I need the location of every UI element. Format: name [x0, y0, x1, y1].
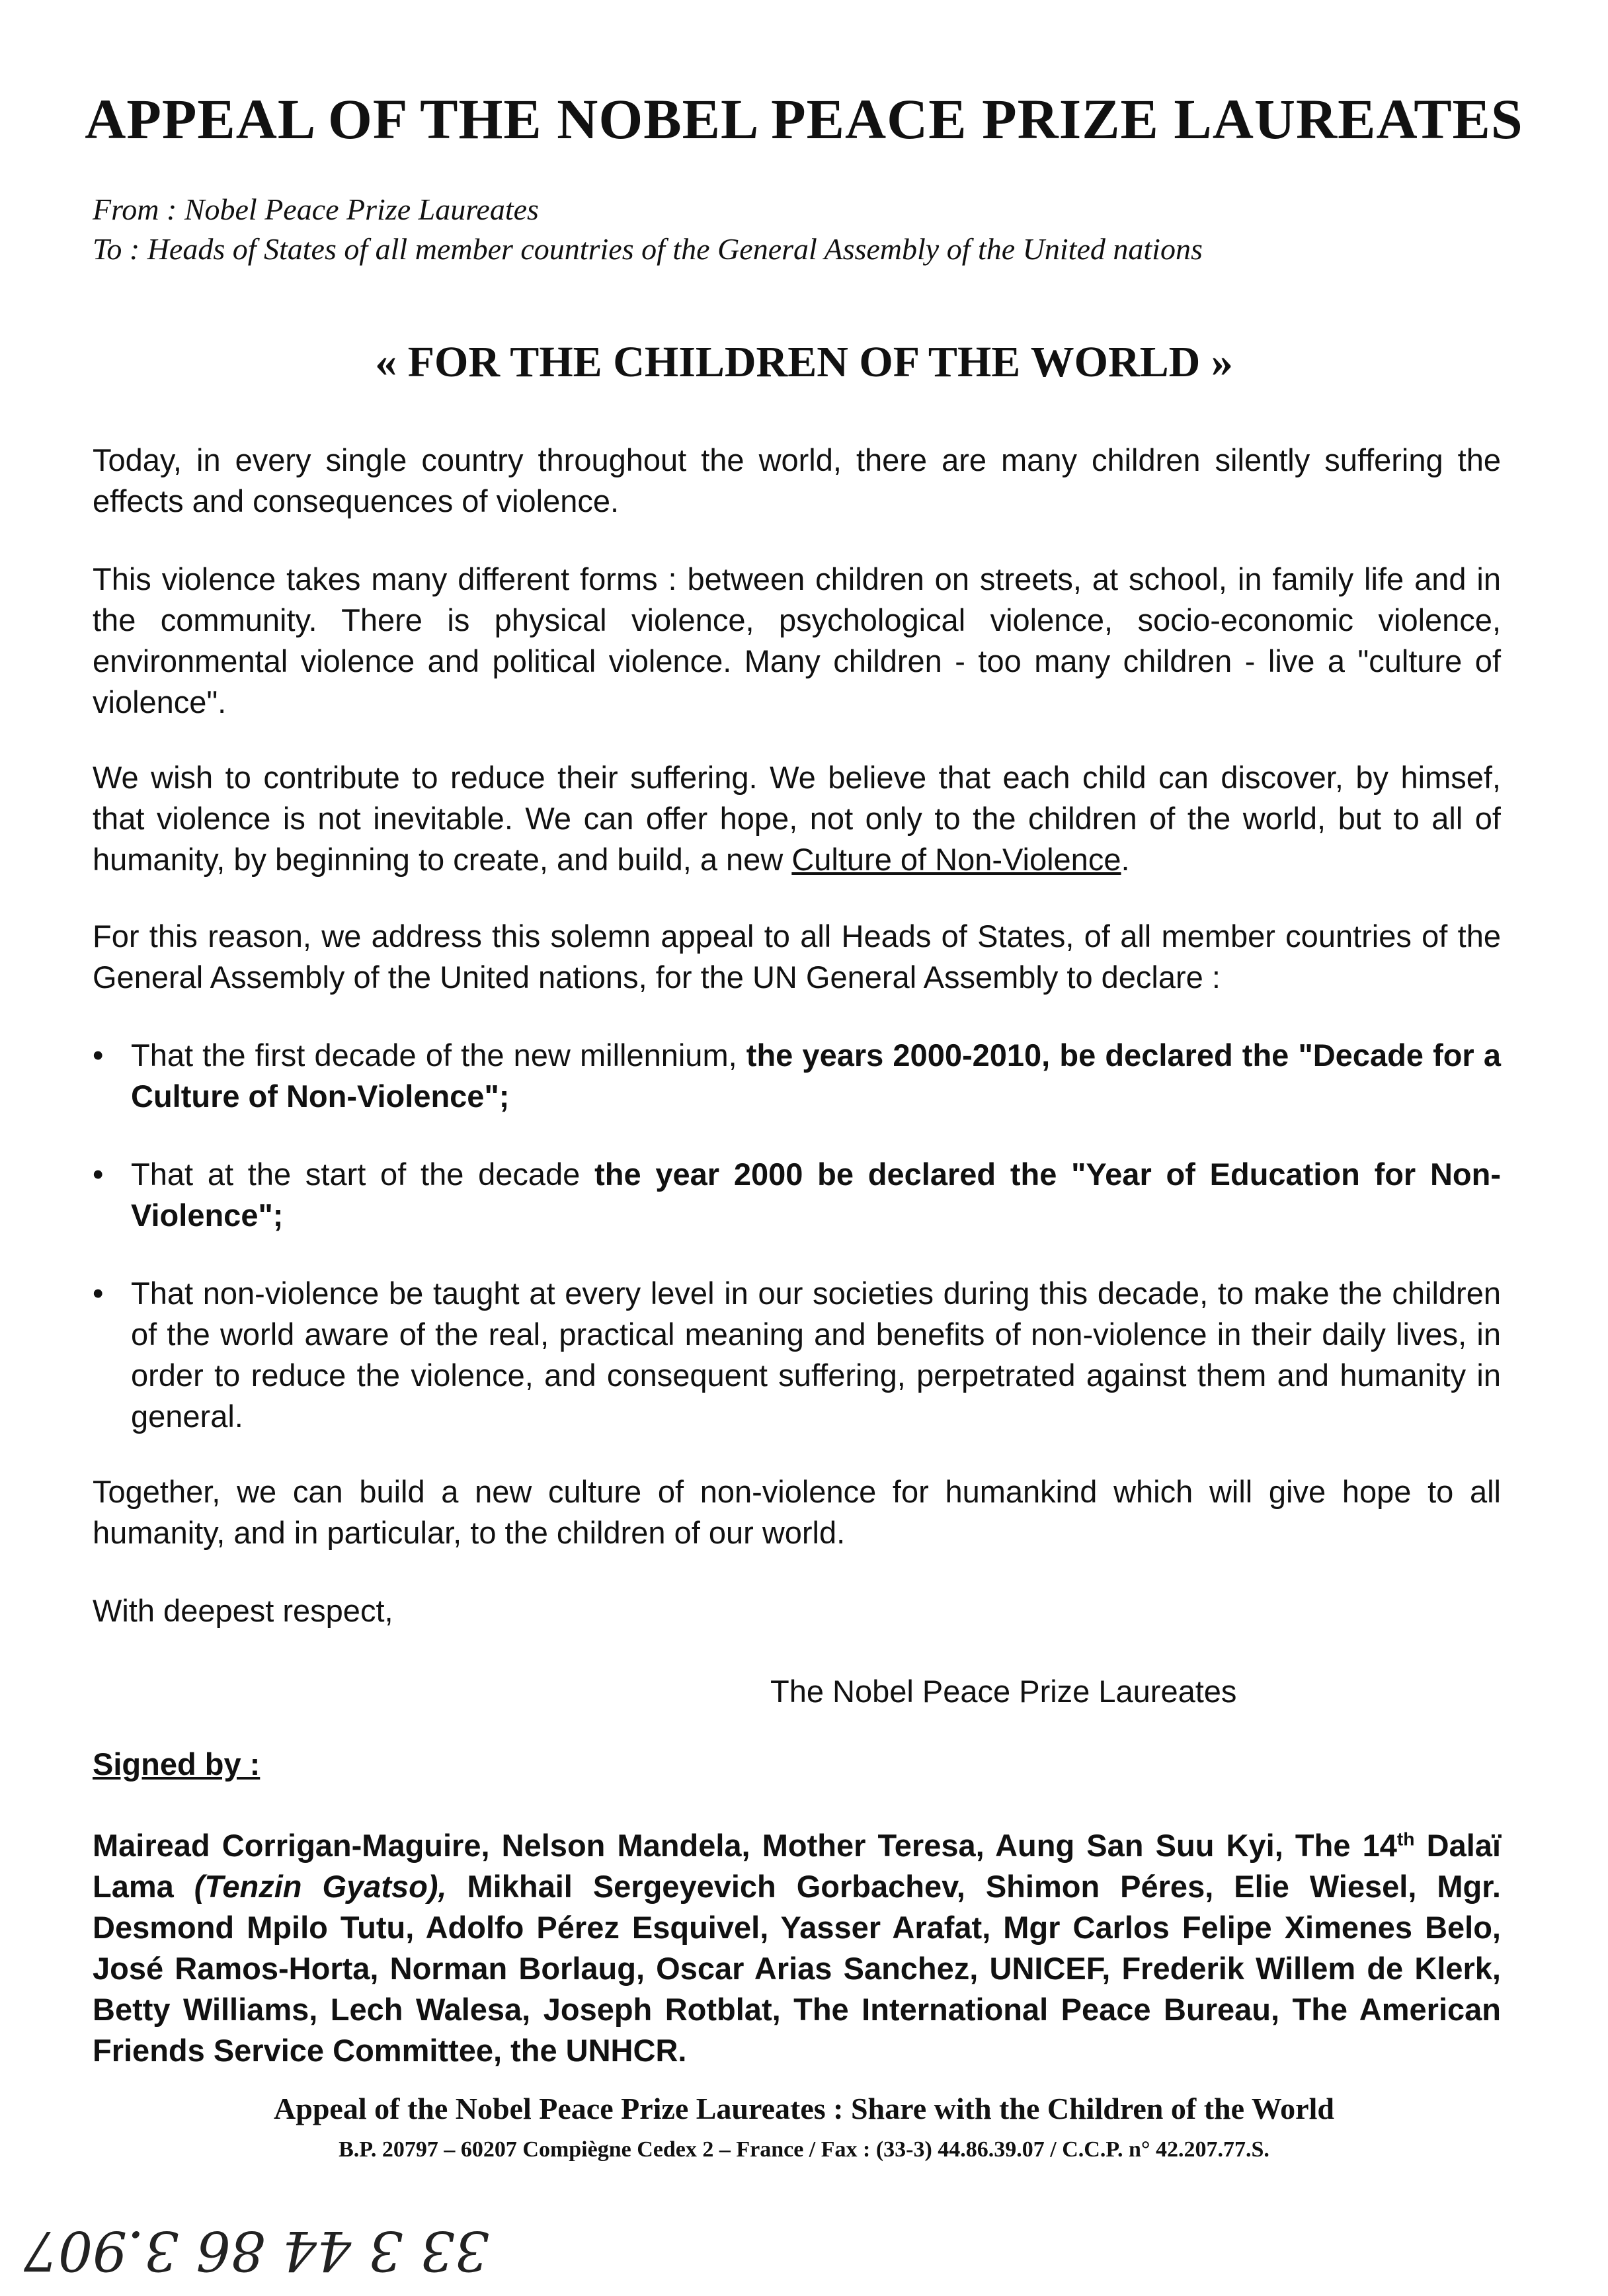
signed-by-heading: Signed by :	[93, 1746, 261, 1782]
paragraph-contribution-end: .	[1121, 842, 1130, 877]
subtitle: « FOR THE CHILDREN OF THE WORLD »	[375, 338, 1233, 386]
handwritten-note: 33 3 44 86 3.907	[23, 2219, 489, 2281]
footer-address: B.P. 20797 – 60207 Compiègne Cedex 2 – France / Fax : (33-3) 44.86.39.07 / C.C.P. n° 42.207.77.S.	[339, 2137, 1269, 2162]
ordinal-suffix: th	[1396, 1828, 1415, 1850]
paragraph-violence-forms: This violence takes many different forms : between children on streets, at school, in family life and in the community. There is physical violence, psychological violence, socio-economic violence, environmental violence and political violence. Many children - too many children - live a "culture of violence".	[93, 561, 1501, 719]
signatories-italic-name: (Tenzin Gyatso),	[194, 1869, 447, 1904]
from-line: From : Nobel Peace Prize Laureates	[93, 192, 539, 226]
list-item-text	[131, 1035, 1501, 1117]
list-item-bold: the year 2000 be declared the "Year of Education for Non-Violence";	[131, 1157, 1502, 1233]
list-item	[93, 1273, 1501, 1437]
signatories-part3: Mikhail Sergeyevich Gorbachev, Shimon Péres, Elie Wiesel, Mgr. Desmond Mpilo Tutu, Adolfo Pérez Esquivel, Yasser Arafat, Mgr Carlos Felipe Ximenes Belo, José Ramos-Horta, Norman Borlaug, Oscar Arias Sanchez, UNICEF, Frederik Willem de Klerk, Betty Williams, Lech Walesa, Joseph Rotblat, The International Peace Bureau, The American Friends Service Committee, the UNHCR.	[93, 1869, 1501, 2068]
signatories-part2: Dalaï Lama	[93, 1828, 1501, 1904]
list-item-text	[131, 1273, 1501, 1437]
bullet-dot: •	[93, 1157, 104, 1192]
list-item	[93, 1035, 1501, 1117]
signatories-part1: Mairead Corrigan-Maguire, Nelson Mandela, Mother Teresa, Aung San Suu Kyi, The 14	[93, 1828, 1397, 1863]
bullet-dot: •	[93, 1276, 104, 1311]
footer-title: Appeal of the Nobel Peace Prize Laureates : Share with the Children of the World	[274, 2092, 1334, 2125]
list-item-bold: the years 2000-2010, be declared the "Decade for a Culture of Non-Violence";	[131, 1038, 1501, 1114]
list-item	[93, 1154, 1501, 1236]
culture-of-non-violence-underlined: Culture of Non-Violence	[791, 842, 1121, 877]
main-title: APPEAL OF THE NOBEL PEACE PRIZE LAUREATES	[85, 87, 1523, 151]
paragraph-contribution-text: We wish to contribute to reduce their suffering. We believe that each child can discover, by himsef, that violence is not inevitable. We can offer hope, not only to the children of the world, but to all of humanity, by beginning to create, and build, a new	[93, 760, 1501, 877]
paragraph-appeal: For this reason, we address this solemn appeal to all Heads of States, of all member countries of the General Assembly of the United nations, for the UN General Assembly to declare :	[93, 919, 1501, 995]
to-line: To : Heads of States of all member countries of the General Assembly of the United nations	[93, 232, 1203, 266]
list-item-plain: That the first decade of the new millennium,	[131, 1038, 746, 1073]
paragraph-intro: Today, in every single country throughout the world, there are many children silently suffering the effects and consequences of violence.	[93, 442, 1501, 518]
list-item-plain: That non-violence be taught at every level in our societies during this decade, to make the children of the world aware of the real, practical meaning and benefits of non-violence in their daily lives, in order to reduce the violence, and consequent suffering, perpetrated against them and humanity in general.	[131, 1276, 1501, 1434]
bullet-dot: •	[93, 1038, 104, 1073]
paragraph-together: Together, we can build a new culture of non-violence for humankind which will give hope to all humanity, and in particular, to the children of our world.	[93, 1474, 1501, 1550]
paragraph-contribution	[93, 757, 1501, 880]
sign-off: The Nobel Peace Prize Laureates	[770, 1674, 1237, 1709]
closing-line: With deepest respect,	[93, 1593, 393, 1628]
list-item-text	[131, 1154, 1501, 1236]
list-item-plain: That at the start of the decade	[131, 1157, 595, 1192]
signatories-list	[93, 1825, 1501, 2071]
